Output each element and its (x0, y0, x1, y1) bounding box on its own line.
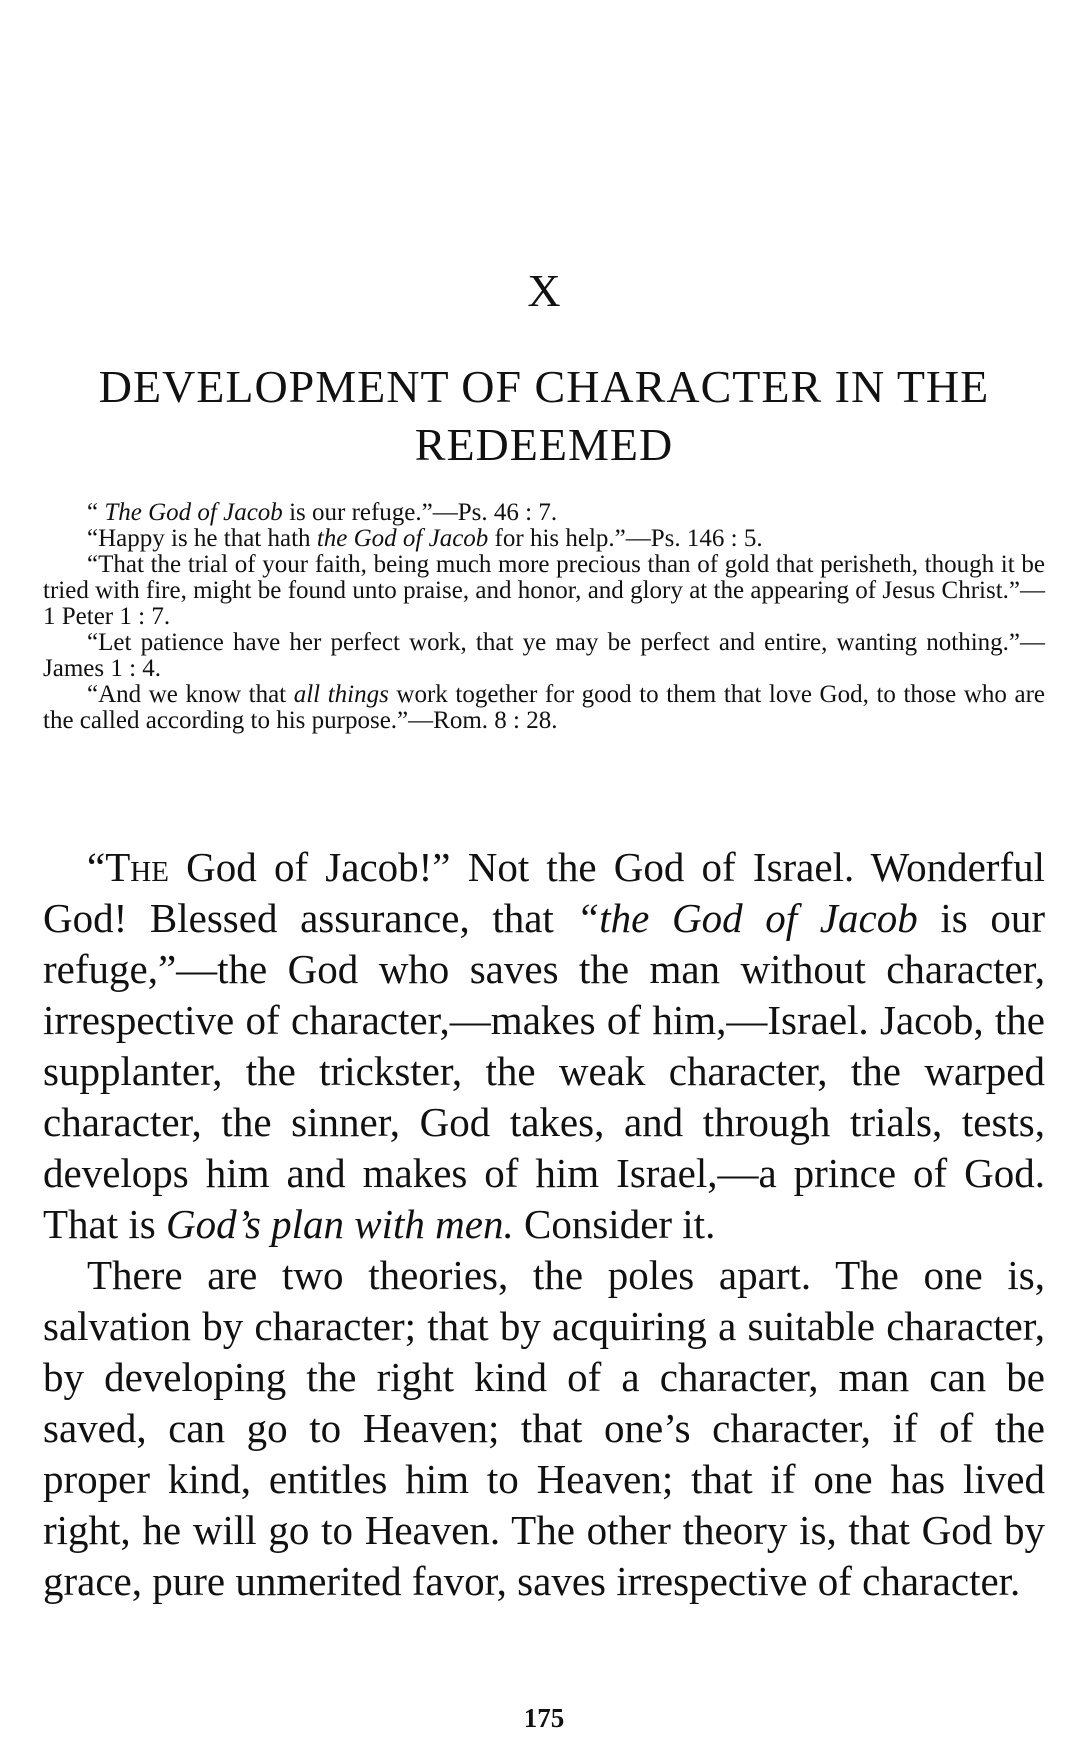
paragraph-2: There are two theories, the poles apart. The one is, salvation by character; that by acquiring a suitable character, by developing the right kind of a character, man can be saved, can go to Heaven; that one’s character, if of the proper kind, entitles him to Heaven; that if one has lived right, he will go to Heaven. The other theory is, that God by grace, pure unmerited favor, saves irrespective of character. (43, 1252, 1045, 1604)
epigraph-1: “ The God of Jacob is our refuge.”—Ps. 46 : 7. (87, 499, 558, 526)
chapter-title-line-1: DEVELOPMENT OF CHARACTER IN THE (98, 361, 990, 412)
paragraph-1: “The God of Jacob!” Not the God of Israel. Wonderful God! Blessed assurance, that “the God of Jacob is our refuge,”—the God who saves the man without character, irrespective of character,—makes of him,—Israel. Jacob, the supplanter, the trickster, the weak character, the warped character, the sinner, God takes, and through trials, tests, develops him and makes of him Israel,—a prince of God. That is God’s plan with men. Consider it. (43, 844, 1045, 1247)
epigraphs (43, 500, 1045, 734)
body-text (43, 842, 1045, 1607)
epigraph-4: “Let patience have her perfect work, that ye may be perfect and entire, wanting nothing.”—James 1 : 4. (43, 629, 1045, 682)
chapter-title-line-2: REDEEMED (414, 419, 674, 470)
chapter-number: X (527, 265, 561, 316)
chapter-title (43, 358, 1045, 474)
page-number: 175 (523, 1703, 565, 1733)
epigraph-5: “And we know that all things work together for good to them that love God, to those who are the called according to his purpose.”—Rom. 8 : 28. (43, 681, 1046, 734)
epigraph-2: “Happy is he that hath the God of Jacob for his help.”—Ps. 146 : 5. (87, 525, 763, 552)
epigraph-3: “That the trial of your faith, being much more precious than of gold that perisheth, though it be tried with fire, might be found unto praise, and honor, and glory at the appearing of Jesus Christ.”—1 Peter 1 : 7. (43, 551, 1045, 630)
